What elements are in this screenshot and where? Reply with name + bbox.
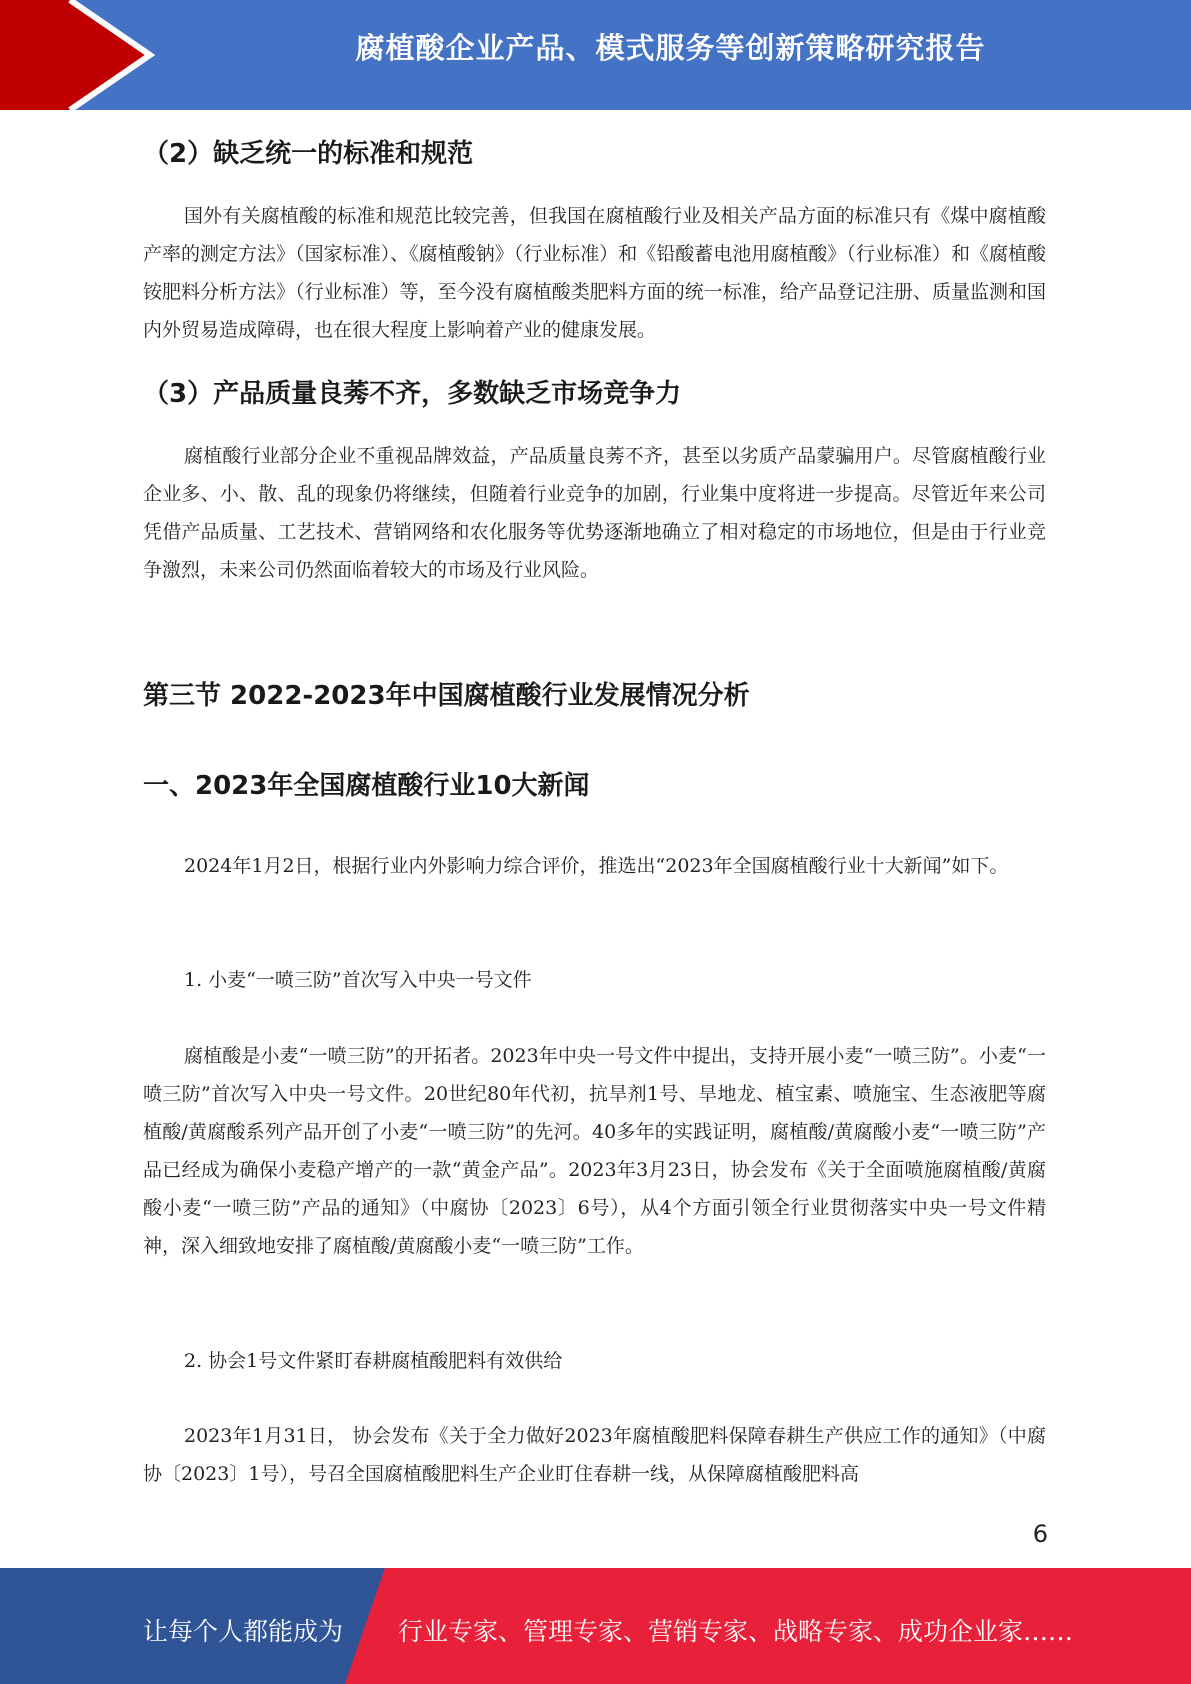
subsection-2-paragraph: 国外有关腐植酸的标准和规范比较完善，但我国在腐植酸行业及相关产品方面的标准只有《煤中腐植酸产率的测定方法》（国家标准）、《腐植酸钠》（行业标准）和《铅酸蓄电池用腐植酸》（行业标准）和《腐植酸铵肥料分析方法》（行业标准）等，至今没有腐植酸类肥料方面的统一标准，给产品登记注册、质量监测和国内外贸易造成障碍，也在很大程度上影响着产业的健康发展。 [143,205,1046,341]
header-title: 腐植酸企业产品、模式服务等创新策略研究报告 [355,31,986,65]
subsection-heading-2: （2）缺乏统一的标准和规范 [143,139,474,169]
news-intro-paragraph: 2024年1月2日，根据行业内外影响力综合评价，推选出“2023年全国腐植酸行业十大新闻”如下。 [184,855,1009,877]
news-item-2-paragraph: 2023年1月31日， 协会发布《关于全力做好2023年腐植酸肥料保障春耕生产供应工作的通知》（中腐协〔2023〕1号），号召全国腐植酸肥料生产企业盯住春耕一线，从保障腐植酸肥料高 [143,1425,1046,1485]
page-number: 6 [1032,1520,1048,1548]
footer-slogan-right: 行业专家、管理专家、营销专家、战略专家、成功企业家…… [398,1617,1074,1646]
news-item-2-title: 2. 协会1号文件紧盯春耕腐植酸肥料有效供给 [184,1350,563,1372]
section-title: 第三节 2022-2023年中国腐植酸行业发展情况分析 [143,681,750,711]
subsection-3-paragraph: 腐植酸行业部分企业不重视品牌效益，产品质量良莠不齐，甚至以劣质产品蒙骗用户。尽管腐植酸行业企业多、小、散、乱的现象仍将继续，但随着行业竞争的加剧，行业集中度将进一步提高。尽管近年来公司凭借产品质量、工艺技术、营销网络和农化服务等优势逐渐地确立了相对稳定的市场地位，但是由于行业竞争激烈，未来公司仍然面临着较大的市场及行业风险。 [143,445,1046,581]
footer-slogan-left: 让每个人都能成为 [143,1617,344,1646]
news-item-1-title: 1. 小麦“一喷三防”首次写入中央一号文件 [184,969,532,991]
news-heading: 一、2023年全国腐植酸行业10大新闻 [143,771,590,801]
page-footer [0,1568,1191,1684]
news-item-1-paragraph: 腐植酸是小麦“一喷三防”的开拓者。2023年中央一号文件中提出，支持开展小麦“一喷三防”。小麦“一喷三防”首次写入中央一号文件。20世纪80年代初，抗旱剂1号、旱地龙、植宝素、喷施宝、生态液肥等腐植酸/黄腐酸系列产品开创了小麦“一喷三防”的先河。40多年的实践证明，腐植酸/黄腐酸小麦“一喷三防”产品已经成为确保小麦稳产增产的一款“黄金产品”。2023年3月23日，协会发布《关于全面喷施腐植酸/黄腐酸小麦“一喷三防”产品的通知》（中腐协〔2023〕6号），从4个方面引领全行业贯彻落实中央一号文件精神，深入细致地安排了腐植酸/黄腐酸小麦“一喷三防”工作。 [143,1045,1046,1257]
subsection-heading-3: （3）产品质量良莠不齐，多数缺乏市场竞争力 [143,379,682,409]
page-header [0,0,1191,110]
